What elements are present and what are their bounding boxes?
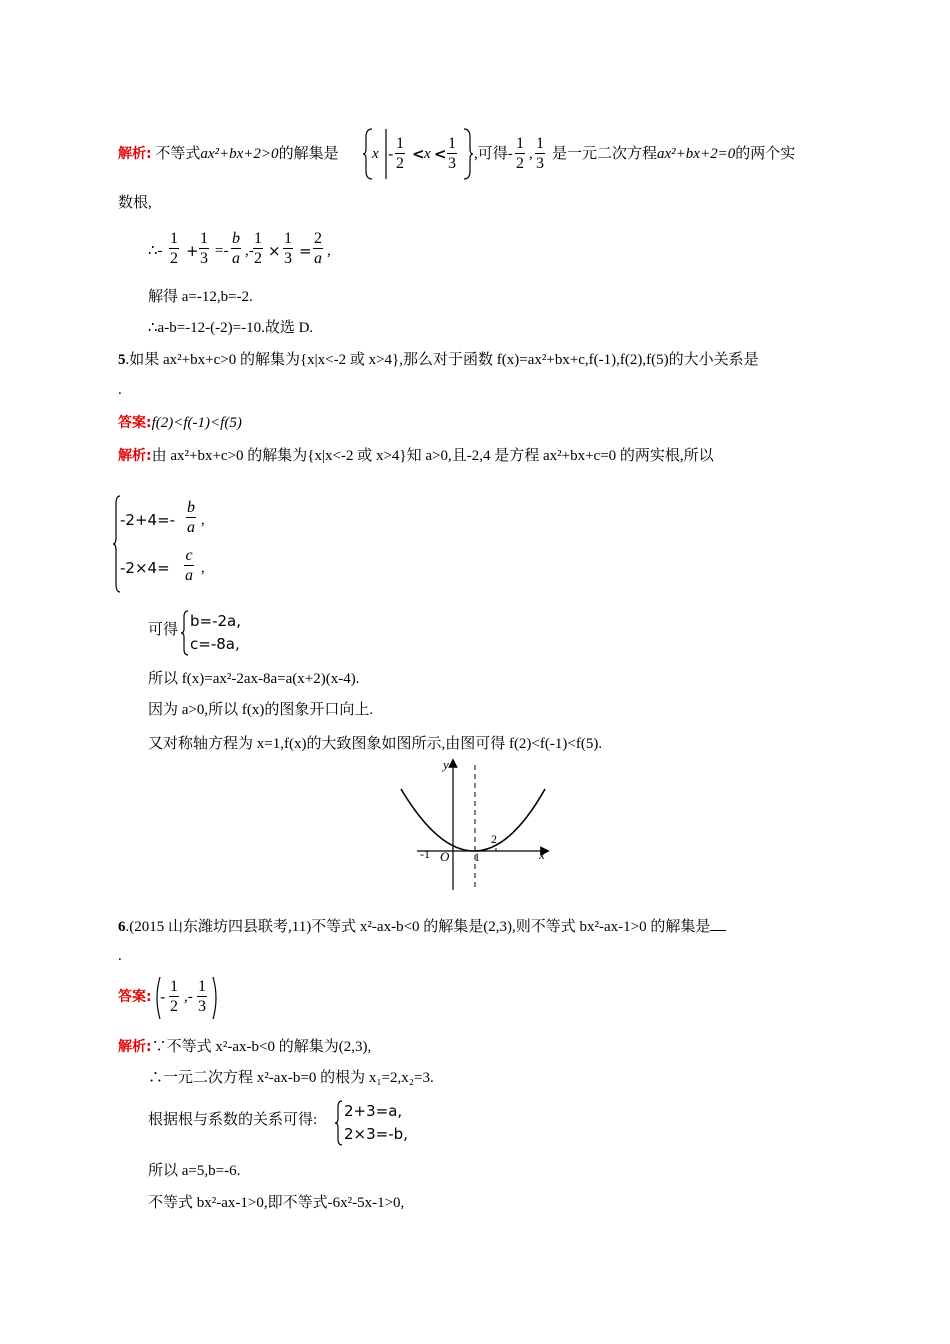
frac-third: $\frac{1}{3}$ bbox=[448, 135, 456, 172]
result-brace bbox=[180, 609, 190, 657]
p4-solve: 解得 a=-12,b=-2. bbox=[148, 289, 253, 305]
graph-tick-m1: -1 bbox=[420, 847, 430, 861]
p4-analysis-line1: 解析: 不等式ax²+bx+2>0的解集是 bbox=[118, 146, 339, 162]
p5-axis: 又对称轴方程为 x=1,f(x)的大致图象如图所示,由图可得 f(2)<f(-1)<f(5). bbox=[148, 736, 603, 752]
p5-open: 因为 a>0,所以 f(x)的图象开口向上. bbox=[148, 702, 374, 718]
graph-y-label: y bbox=[443, 757, 449, 772]
parabola-curve bbox=[401, 789, 545, 851]
graph-tick-2: 2 bbox=[491, 832, 497, 846]
p5-fx: 所以 f(x)=ax²-2ax-8a=a(x+2)(x-4). bbox=[148, 671, 360, 687]
graph-origin: O bbox=[440, 849, 450, 864]
p5-analysis: 解析:由 ax²+bx+c>0 的解集为{x|x<-2 或 x>4}知 a>0,且-2,4 是方程 ax²+bx+c=0 的两实根,所以 bbox=[118, 448, 714, 464]
p5-question: 5.如果 ax²+bx+c>0 的解集为{x|x<-2 或 x>4},那么对于函数 f(x)=ax²+bx+c,f(-1),f(2),f(5)的大小关系是 bbox=[118, 352, 759, 368]
frac-third-2: $\frac{1}{3}$ bbox=[536, 135, 544, 172]
parabola-graph bbox=[395, 755, 555, 895]
graph-tick-1: 1 bbox=[474, 850, 480, 864]
p6-l5: 不等式 bx²-ax-1>0,即不等式-6x²-5x-1>0, bbox=[148, 1195, 405, 1211]
graph-x-label: x bbox=[539, 847, 545, 862]
set-var: x bbox=[372, 146, 379, 162]
frac-half: $\frac{1}{2}$ bbox=[516, 135, 524, 172]
p6-l3: 根据根与系数的关系可得: bbox=[148, 1112, 318, 1128]
p4-conclude: ∴a-b=-12-(-2)=-10.故选 D. bbox=[148, 320, 314, 336]
p6-question: 6.(2015 山东潍坊四县联考,11)不等式 x²-ax-b<0 的解集是(2,3),则不等式 bx²-ax-1>0 的解集是 bbox=[118, 916, 726, 937]
analysis-label: 解析: bbox=[118, 146, 152, 162]
p6-l4: 所以 a=5,b=-6. bbox=[148, 1163, 241, 1179]
p6-analysis: 解析:∵不等式 x²-ax-b<0 的解集为(2,3), bbox=[118, 1039, 372, 1055]
p6-answer: 答案: bbox=[118, 989, 152, 1005]
p6-l2: ∴一元二次方程 x²-ax-b=0 的根为 x₁=2,x₂=3. bbox=[148, 1070, 434, 1086]
p5-answer: 答案:f(2)<f(-1)<f(5) bbox=[118, 415, 242, 431]
p4-line2: 数根, bbox=[118, 195, 152, 211]
system-brace bbox=[112, 494, 122, 594]
frac-neg-half: $\frac{1}{2}$ bbox=[396, 135, 404, 172]
